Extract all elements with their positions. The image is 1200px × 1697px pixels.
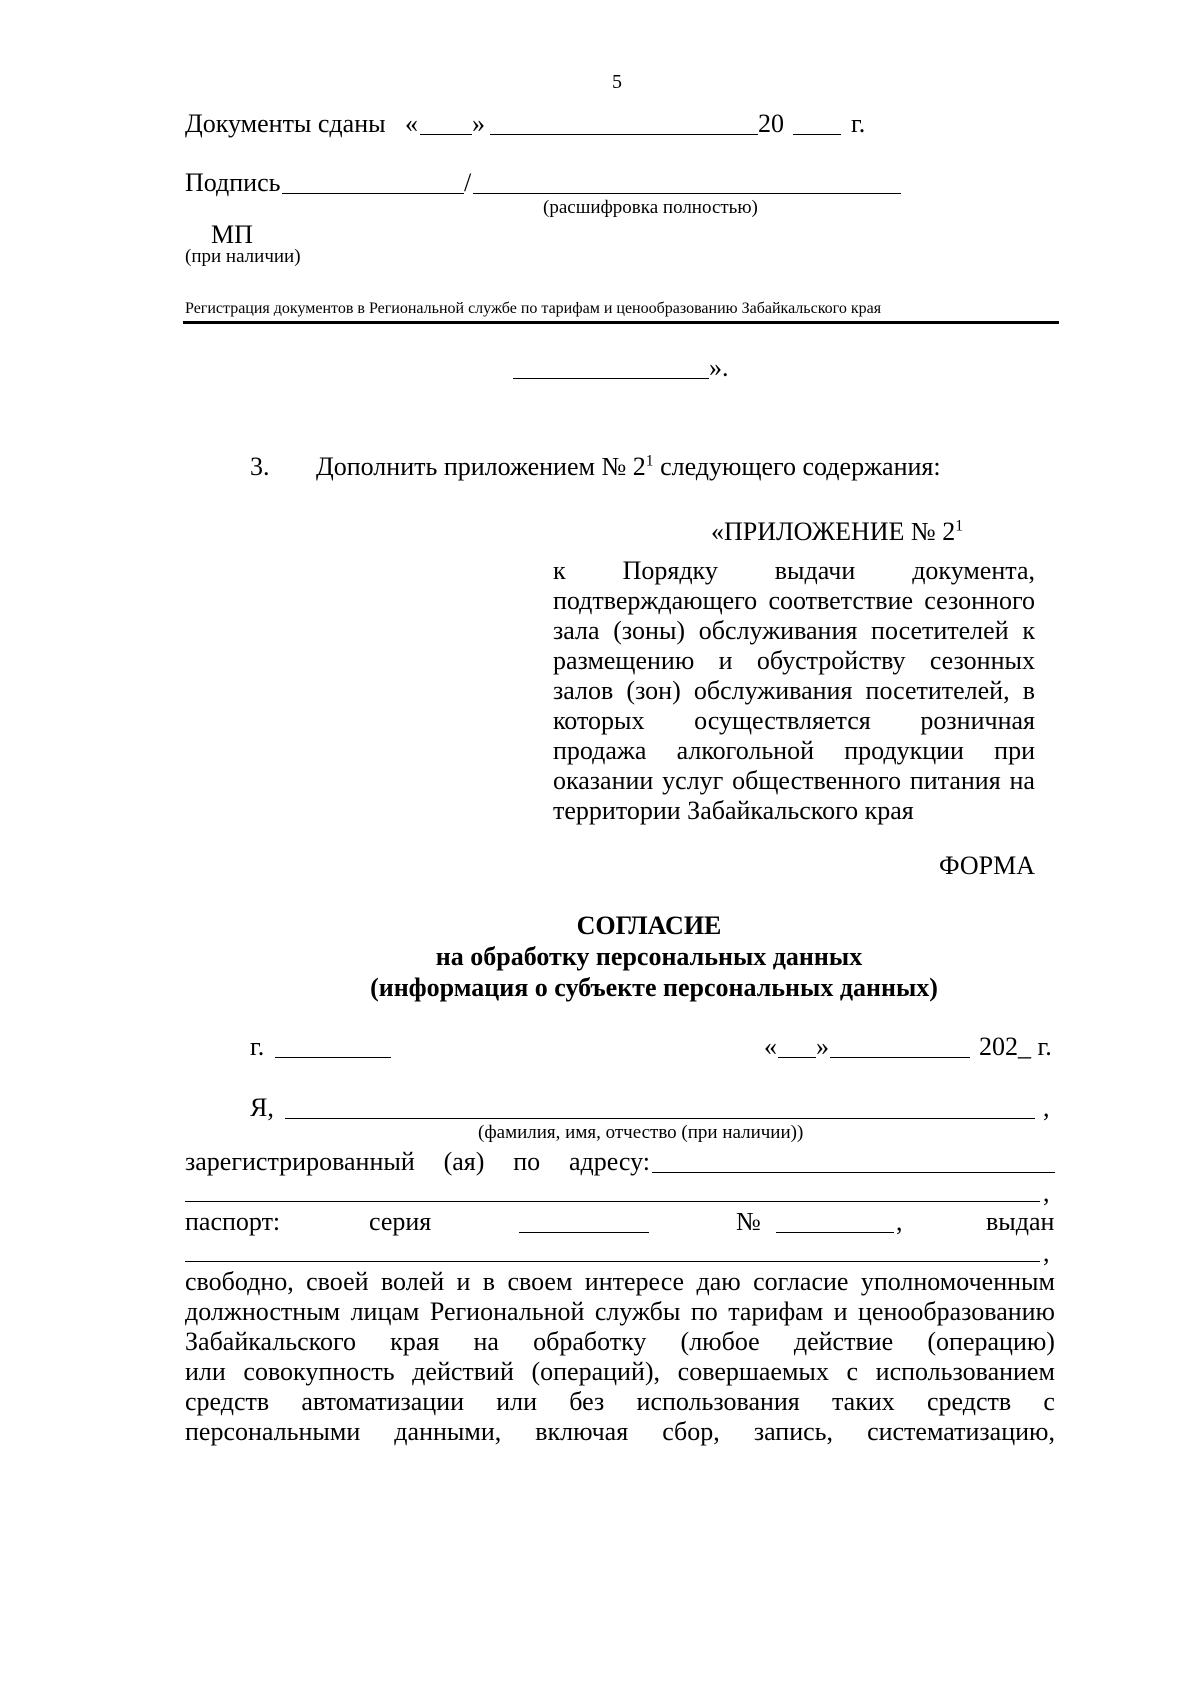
body-word: действие (793, 1327, 894, 1356)
item3-sup: 1 (645, 452, 654, 470)
appendix-word: осуществляется (694, 706, 871, 735)
appendix-word: которых (553, 706, 645, 735)
body-word: включая (535, 1417, 629, 1446)
appendix-word: обслуживания (693, 676, 853, 705)
body-word: с (1043, 1387, 1055, 1416)
signature-decoding-hint: (расшифровка полностью) (543, 197, 758, 218)
appendix-word: (зон) (626, 676, 681, 705)
appendix-word: и (718, 646, 733, 675)
submitted-open-quote: « (405, 109, 418, 138)
body-line (185, 1326, 1055, 1358)
body-word: систематизацию, (867, 1417, 1055, 1446)
body-word: персональными (185, 1417, 361, 1446)
passport-number-label: № (736, 1207, 761, 1236)
appendix-word: соответствие (768, 586, 913, 615)
body-word: уполномоченным (860, 1267, 1055, 1296)
appendix-word: в (1022, 676, 1035, 705)
body-word: обработку (533, 1327, 647, 1356)
submitted-day-blank[interactable] (420, 134, 472, 135)
date-month-blank[interactable] (830, 1057, 970, 1058)
consent-subtitle-1: на обработку персональных данных (435, 942, 863, 971)
body-word: совершаемых (677, 1357, 829, 1386)
address-word: (ая) (443, 1147, 485, 1176)
appendix-word: алкогольной (676, 736, 815, 765)
address-comma: , (1043, 1178, 1050, 1207)
address-word: зарегистрированный (185, 1147, 415, 1176)
body-word: данными, (394, 1417, 502, 1446)
closing-blank[interactable] (513, 378, 709, 379)
appendix-word: общественного (732, 766, 902, 795)
body-word: своем (507, 1267, 573, 1296)
body-line (185, 1296, 1055, 1328)
appendix-line (553, 555, 1035, 587)
closing-quote: ». (709, 353, 729, 382)
submitted-year-blank[interactable] (793, 134, 841, 135)
appendix-line (553, 675, 1035, 707)
appendix-word: к (553, 556, 566, 585)
signature-slash: / (464, 168, 472, 197)
body-line (185, 1356, 1055, 1388)
body-word: Региональной (429, 1297, 585, 1326)
appendix-line (553, 735, 1035, 767)
submitted-label: Документы сданы (185, 109, 386, 138)
stamp-label: МП (211, 220, 253, 249)
appendix-line (553, 645, 1035, 677)
signature-decoding-blank[interactable] (473, 193, 901, 194)
submitted-close-quote: » (472, 109, 485, 138)
body-word: (любое (680, 1327, 760, 1356)
stamp-hint: (при наличии) (185, 246, 301, 267)
body-word: тарифам (728, 1297, 824, 1326)
body-word: использования (636, 1387, 800, 1416)
date-open-quote: « (764, 1032, 777, 1061)
appendix-title-sup: 1 (955, 517, 963, 535)
passport-issuer-comma: , (1043, 1238, 1050, 1267)
appendix-word: зала (553, 616, 600, 645)
body-word: (операций), (531, 1357, 661, 1386)
appendix-word: обустройству (756, 646, 906, 675)
form-label: ФОРМА (939, 851, 1035, 880)
body-line (185, 1386, 1055, 1418)
passport-comma: , (896, 1207, 903, 1236)
submitted-year-suffix: г. (851, 109, 866, 138)
body-line (185, 1266, 1055, 1298)
signature-blank[interactable] (282, 193, 464, 194)
body-word: края (390, 1327, 440, 1356)
i-label: Я, (250, 1093, 274, 1122)
address-word: адресу: (568, 1147, 650, 1176)
appendix-word: размещению (553, 646, 695, 675)
body-word: или (185, 1357, 226, 1386)
body-word: согласие (753, 1267, 849, 1296)
body-word: даю (696, 1267, 741, 1296)
appendix-word: продажа (553, 736, 647, 765)
appendix-word: посетителей, (865, 676, 1010, 705)
appendix-line (553, 795, 914, 827)
city-prefix: г. (250, 1032, 265, 1061)
appendix-word: оказании (553, 766, 654, 795)
appendix-word: посетителей (871, 616, 1009, 645)
appendix-line (553, 615, 1035, 647)
date-year: 202_ г. (979, 1032, 1052, 1061)
body-word: должностным (185, 1297, 341, 1326)
body-word: свободно, (185, 1267, 294, 1296)
appendix-word: розничная (920, 706, 1035, 735)
body-word: использованием (875, 1357, 1055, 1386)
appendix-line (553, 705, 1035, 737)
appendix-word: продукции (844, 736, 964, 765)
body-word: на (473, 1327, 499, 1356)
address-blank-2[interactable] (185, 1201, 1040, 1202)
item3-text-after: следующего содержания: (653, 452, 941, 481)
appendix-word: (зоны) (613, 616, 686, 645)
body-word: ценообразованию (858, 1297, 1055, 1326)
consent-subtitle-2: (информация о субъекте персональных данных) (370, 973, 938, 1002)
item3-number: 3. (250, 452, 270, 481)
page-number: 5 (612, 71, 622, 93)
body-word: сбор, (662, 1417, 720, 1446)
appendix-word: сезонных (929, 646, 1035, 675)
appendix-word: территории Забайкальского края (553, 796, 914, 825)
body-word: волей (380, 1267, 445, 1296)
appendix-word: сезонного (924, 586, 1035, 615)
body-word: действий (412, 1357, 514, 1386)
consent-title: СОГЛАСИЕ (576, 911, 722, 940)
address-word: по (513, 1147, 541, 1176)
body-word: Забайкальского (185, 1327, 356, 1356)
submitted-month-blank[interactable] (490, 134, 758, 135)
body-word: таких (832, 1387, 895, 1416)
body-word: своей (306, 1267, 369, 1296)
body-word: интересе (584, 1267, 685, 1296)
passport-issuer-blank[interactable] (185, 1261, 1040, 1262)
passport-series-blank[interactable] (519, 1232, 649, 1233)
body-word: с (846, 1357, 859, 1386)
body-word: и (456, 1267, 471, 1296)
appendix-word: к (1022, 616, 1035, 645)
fio-blank[interactable] (285, 1118, 1035, 1119)
date-close-quote: » (816, 1032, 829, 1061)
address-blank[interactable] (652, 1172, 1055, 1173)
address-line (185, 1146, 650, 1178)
appendix-line (553, 765, 1035, 797)
appendix-word: подтверждающего (553, 586, 758, 615)
appendix-title (711, 516, 963, 548)
item3-text-before: Дополнить приложением № 2 (316, 452, 646, 481)
submitted-year-prefix: 20 (758, 109, 784, 138)
body-word: в (482, 1267, 496, 1296)
body-word: лицам (350, 1297, 420, 1326)
body-word: запись, (753, 1417, 834, 1446)
fio-hint: (фамилия, имя, отчество (при наличии)) (478, 1122, 804, 1143)
item3-text (316, 451, 941, 483)
appendix-title-text: «ПРИЛОЖЕНИЕ № 2 (711, 517, 956, 546)
body-word: совокупность (243, 1357, 395, 1386)
passport-label: паспорт: (185, 1207, 281, 1236)
body-line (185, 1416, 1055, 1448)
appendix-word: выдачи (774, 556, 856, 585)
body-word: средств (185, 1387, 270, 1416)
appendix-word: услуг (662, 766, 724, 795)
appendix-line (553, 585, 1035, 617)
fio-comma: , (1043, 1093, 1050, 1122)
appendix-word: документа, (912, 556, 1035, 585)
appendix-word: Порядку (622, 556, 718, 585)
body-word: или (496, 1387, 538, 1416)
passport-series-label: серия (369, 1207, 432, 1236)
body-word: (операцию) (927, 1327, 1055, 1356)
passport-issued-label: выдан (986, 1207, 1055, 1236)
city-blank[interactable] (275, 1057, 391, 1058)
registration-rule (183, 321, 1059, 324)
body-word: по (690, 1297, 718, 1326)
body-word: средств (926, 1387, 1012, 1416)
body-word: службы (594, 1297, 681, 1326)
body-word: и (833, 1297, 848, 1326)
appendix-word: питания (909, 766, 1001, 795)
appendix-word: на (1009, 766, 1035, 795)
signature-label: Подпись (185, 168, 281, 197)
appendix-word: обслуживания (698, 616, 858, 645)
passport-number-blank[interactable] (776, 1232, 894, 1233)
appendix-word: при (994, 736, 1035, 765)
appendix-word: залов (553, 676, 614, 705)
body-word: автоматизации (301, 1387, 465, 1416)
date-day-blank[interactable] (778, 1057, 816, 1058)
registration-caption: Регистрация документов в Региональной службе по тарифам и ценообразованию Забайкальского края (185, 300, 882, 317)
body-word: без (569, 1387, 605, 1416)
